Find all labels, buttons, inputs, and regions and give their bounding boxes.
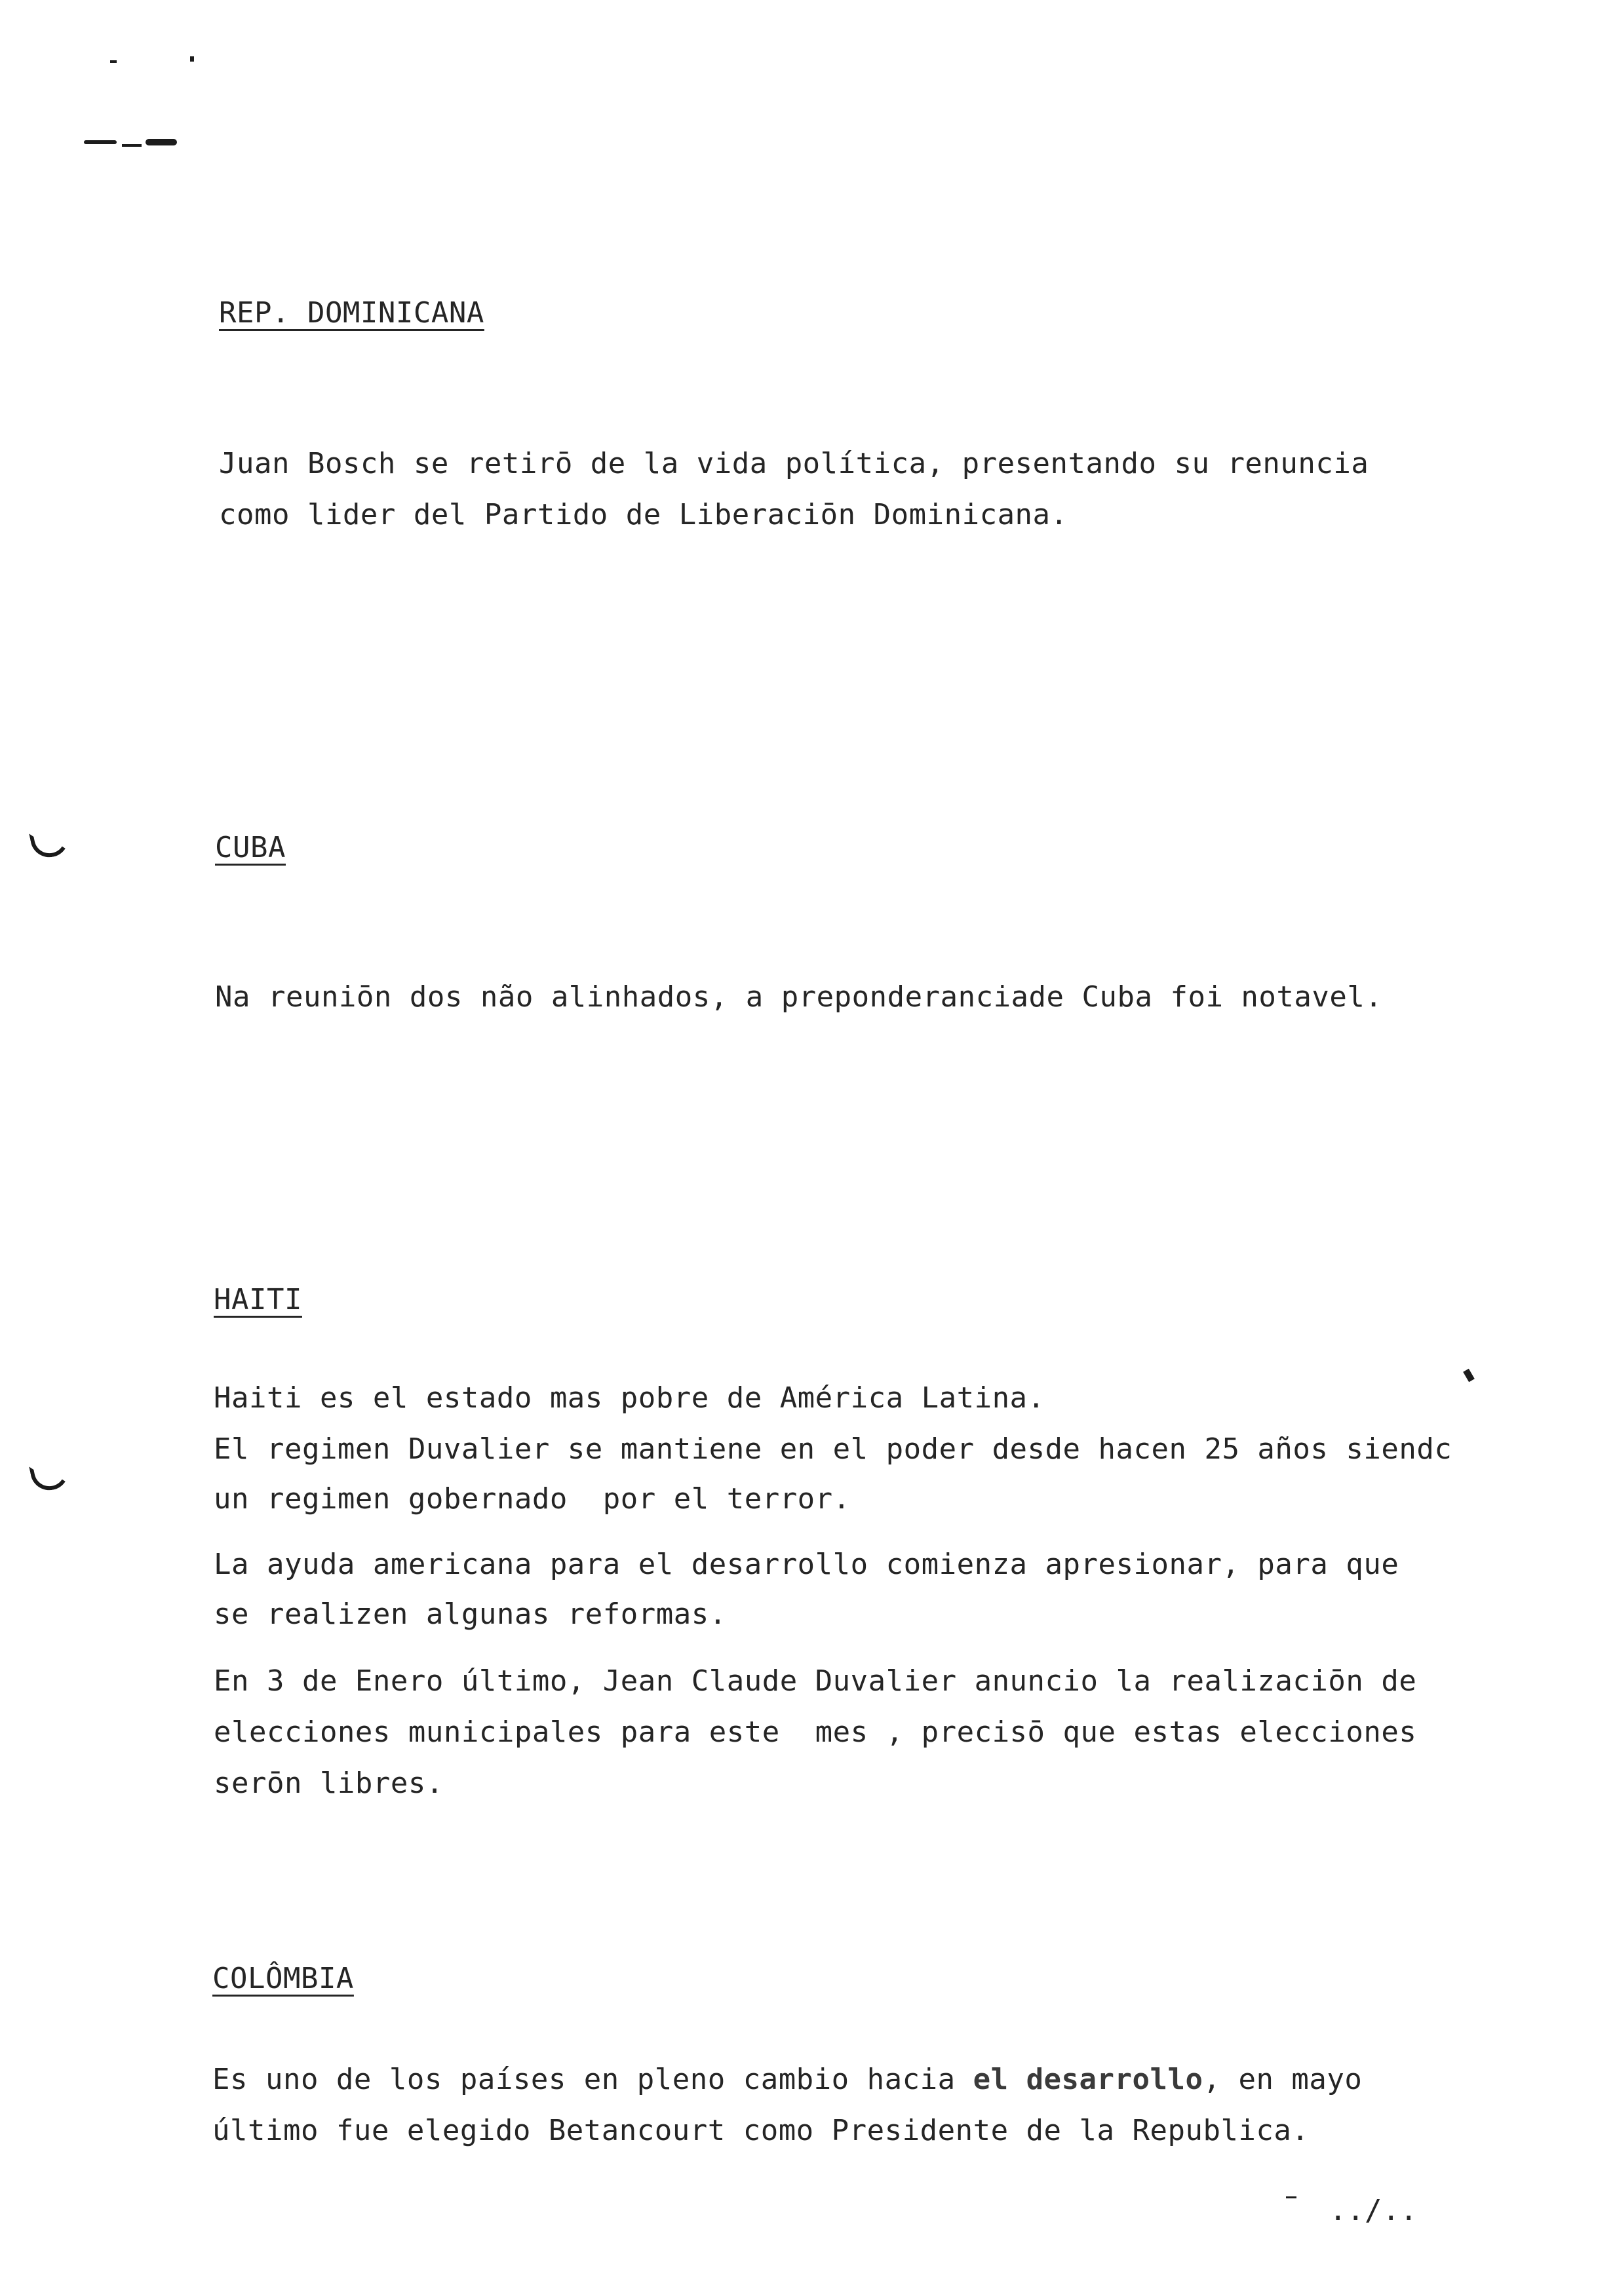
scan-mark bbox=[84, 140, 117, 144]
paragraph-line: como lider del Partido de Liberaciōn Dominicana. bbox=[219, 498, 1068, 531]
paragraph-line: elecciones municipales para este mes , precisō que estas elecciones bbox=[214, 1715, 1417, 1749]
paragraph-line: Juan Bosch se retirō de la vida política, presentando su renuncia bbox=[219, 447, 1369, 480]
paragraph-line: La ayuda americana para el desarrollo comienza apresionar, para que bbox=[214, 1548, 1399, 1581]
paragraph-line: El regimen Duvalier se mantiene en el poder desde hacen 25 años siendc bbox=[214, 1432, 1452, 1466]
punch-hole-mark bbox=[29, 1459, 71, 1493]
section-heading-haiti: HAITI bbox=[214, 1283, 302, 1316]
overstruck-text: el desarrollo bbox=[973, 2063, 1203, 2096]
paragraph-line: serōn libres. bbox=[214, 1767, 444, 1800]
paragraph-line: se realizen algunas reformas. bbox=[214, 1598, 727, 1631]
scan-mark bbox=[110, 60, 117, 63]
continuation-marker: ../.. bbox=[1329, 2194, 1418, 2227]
scan-mark bbox=[190, 56, 194, 62]
paragraph-line: Na reuniōn dos não alinhados, a preponderanciade Cuba foi notavel. bbox=[215, 980, 1383, 1014]
scan-mark bbox=[1286, 2196, 1296, 2198]
paragraph-line: En 3 de Enero último, Jean Claude Duvalier anuncio la realizaciōn de bbox=[214, 1664, 1417, 1698]
section-heading-colombia: COLÔMBIA bbox=[212, 1962, 354, 1995]
paragraph-line: último fue elegido Betancourt como Presidente de la Republica. bbox=[212, 2114, 1310, 2147]
paragraph-line: un regimen gobernado por el terror. bbox=[214, 1482, 851, 1516]
section-heading-cuba: CUBA bbox=[215, 831, 286, 864]
paragraph-line bbox=[212, 2065, 1362, 2094]
scan-mark bbox=[1463, 1369, 1475, 1383]
paragraph-text: , en mayo bbox=[1203, 2063, 1363, 2096]
scan-mark bbox=[122, 144, 142, 147]
paragraph-text: Es uno de los países en pleno cambio hacia bbox=[212, 2063, 973, 2096]
scan-mark bbox=[146, 139, 177, 145]
section-heading-dominicana: REP. DOMINICANA bbox=[219, 296, 484, 330]
paragraph-line: Haiti es el estado mas pobre de América Latina. bbox=[214, 1381, 1045, 1415]
punch-hole-mark bbox=[29, 826, 71, 860]
